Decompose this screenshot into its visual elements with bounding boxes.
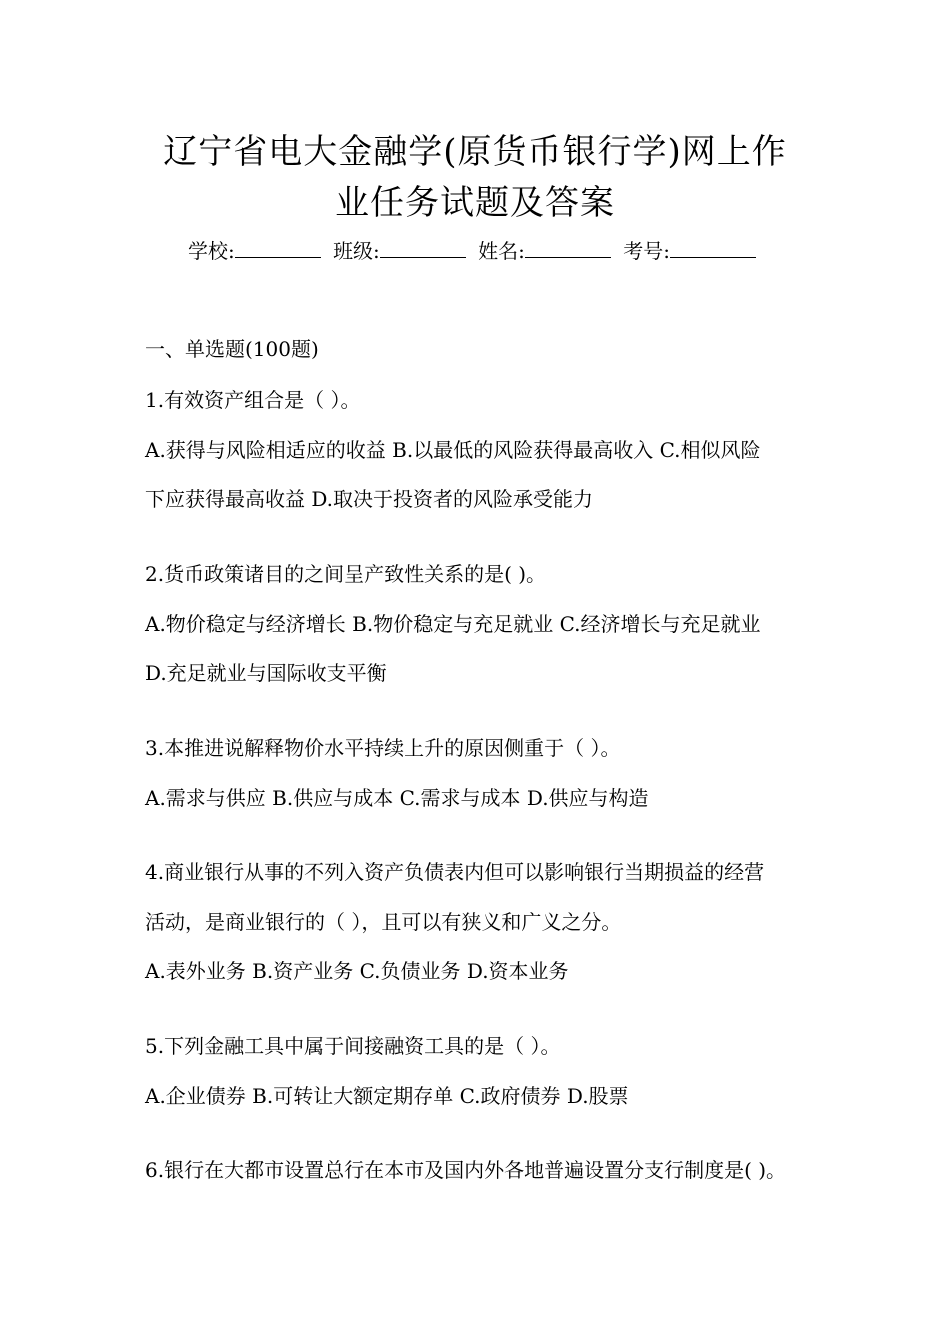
section-heading: 一、单选题(100题) bbox=[145, 337, 319, 361]
question-4-stem-line-1: 4.商业银行从事的不列入资产负债表内但可以影响银行当期损益的经营 bbox=[145, 860, 765, 884]
question-1-options-line-1: A.获得与风险相适应的收益 B.以最低的风险获得最高收入 C.相似风险 bbox=[145, 438, 761, 462]
class-blank bbox=[380, 239, 466, 258]
question-3-stem: 3.本推进说解释物价水平持续上升的原因侧重于（ ）。 bbox=[145, 736, 621, 760]
question-4-options: A.表外业务 B.资产业务 C.负债业务 D.资本业务 bbox=[145, 959, 569, 983]
class-label: 班级: bbox=[333, 239, 380, 263]
document-title-line-1: 辽宁省电大金融学(原货币银行学)网上作 bbox=[163, 132, 787, 172]
question-4-stem-line-2: 活动，是商业银行的（ ），且可以有狭义和广义之分。 bbox=[145, 910, 622, 934]
number-label: 考号: bbox=[623, 239, 671, 263]
question-2-stem: 2.货币政策诸目的之间呈产致性关系的是( )。 bbox=[145, 562, 547, 586]
question-5-stem: 5.下列金融工具中属于间接融资工具的是（ ）。 bbox=[145, 1034, 561, 1058]
school-blank bbox=[235, 239, 321, 258]
document-title-line-2: 业任务试题及答案 bbox=[335, 183, 615, 223]
question-2-options-line-1: A.物价稳定与经济增长 B.物价稳定与充足就业 C.经济增长与充足就业 bbox=[145, 612, 761, 636]
name-label: 姓名: bbox=[478, 239, 525, 263]
question-3-options: A.需求与供应 B.供应与成本 C.需求与成本 D.供应与构造 bbox=[145, 786, 649, 810]
question-2-options-line-2: D.充足就业与国际收支平衡 bbox=[145, 661, 387, 685]
number-blank bbox=[670, 239, 756, 258]
student-info-row bbox=[0, 238, 950, 264]
name-blank bbox=[525, 239, 611, 258]
question-5-options: A.企业债券 B.可转让大额定期存单 C.政府债券 D.股票 bbox=[145, 1084, 629, 1108]
question-6-stem: 6.银行在大都市设置总行在本市及国内外各地普遍设置分支行制度是( )。 bbox=[145, 1158, 787, 1182]
question-1-stem: 1.有效资产组合是（ ）。 bbox=[145, 388, 361, 412]
school-label: 学校: bbox=[187, 239, 235, 263]
question-1-options-line-2: 下应获得最高收益 D.取决于投资者的风险承受能力 bbox=[145, 487, 594, 511]
